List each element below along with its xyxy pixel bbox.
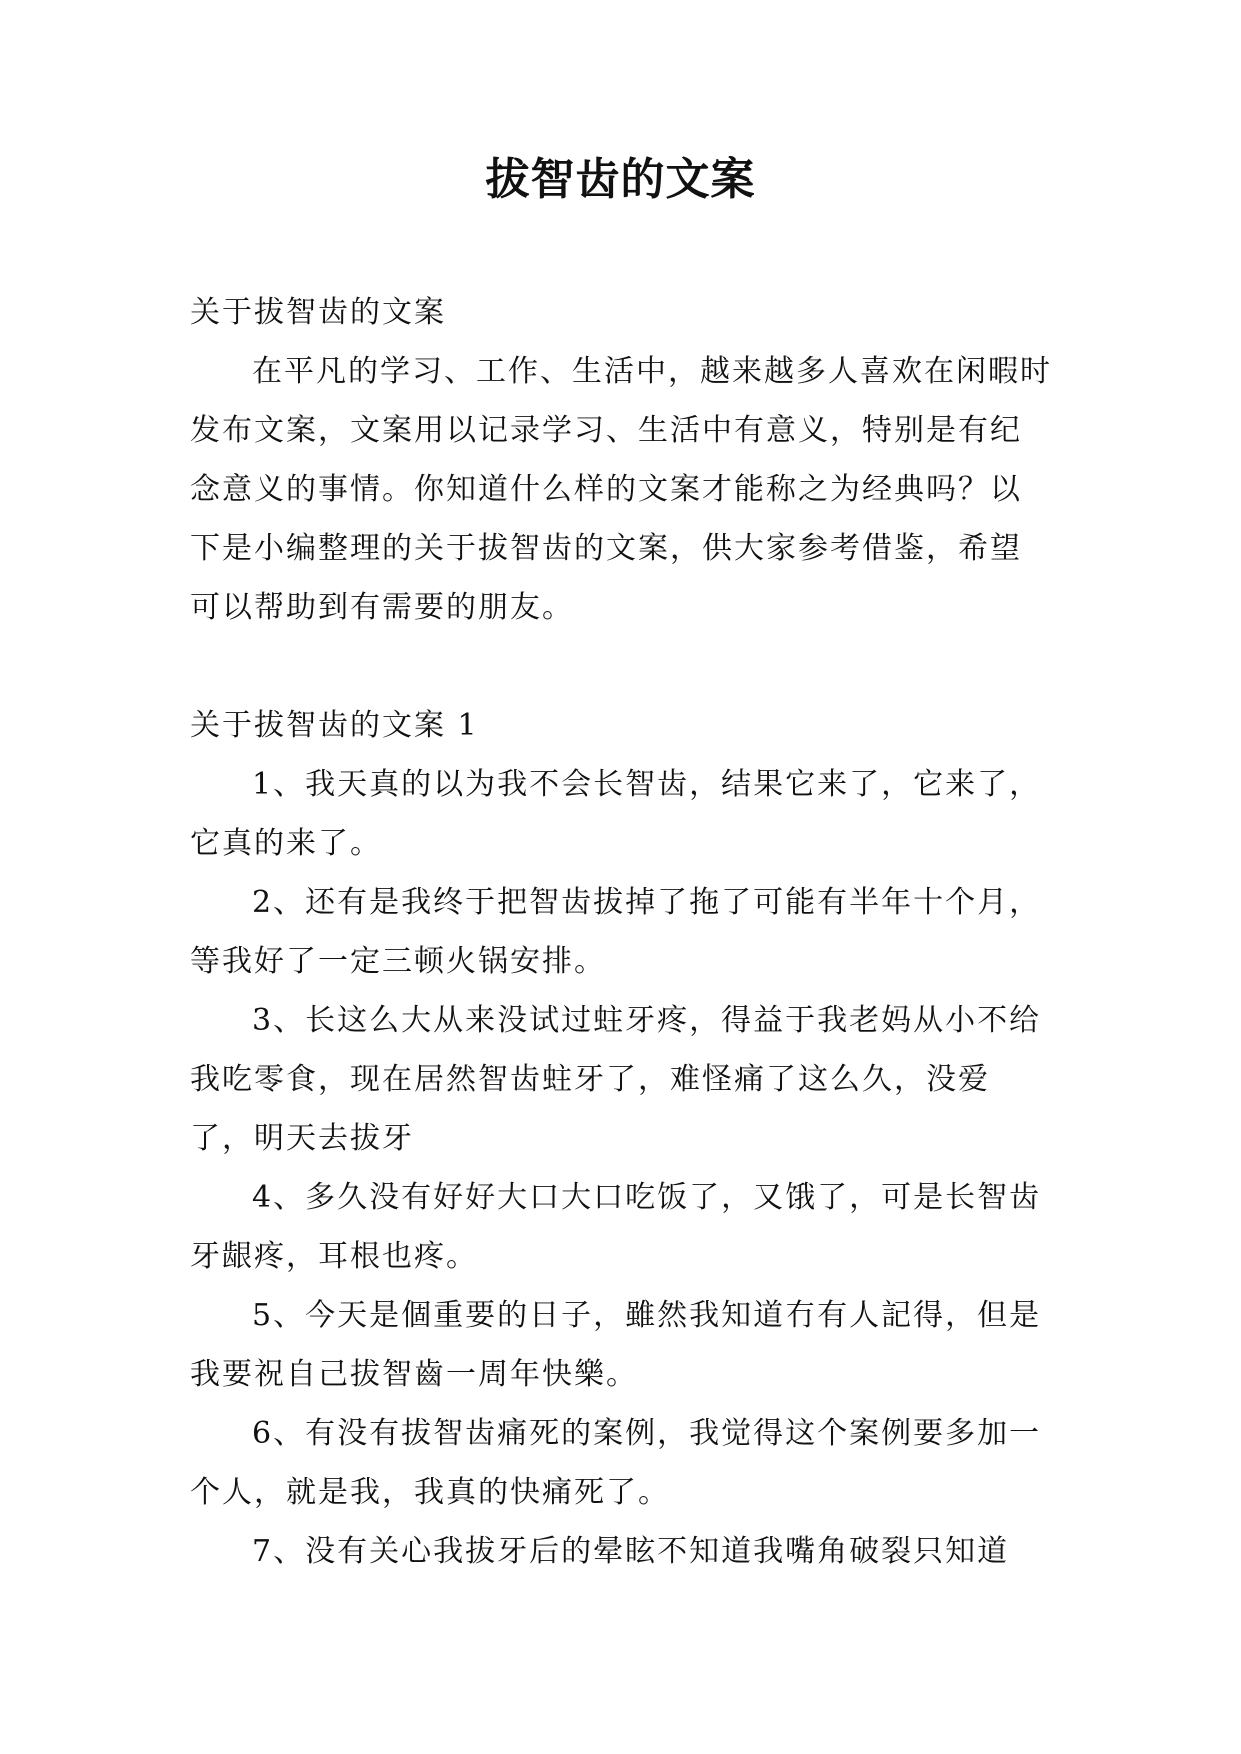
list-item: 6、有没有拔智齿痛死的案例，我觉得这个案例要多加一个人，就是我，我真的快痛死了。 <box>190 1416 1042 1510</box>
intro-heading: 关于拔智齿的文案 <box>190 295 446 330</box>
paragraph-spacer <box>190 637 1052 696</box>
document-title: 拔智齿的文案 <box>485 154 756 205</box>
list-item: 7、没有关心我拔牙后的晕眩不知道我嘴角破裂只知道 <box>252 1534 1010 1569</box>
list-item: 5、今天是個重要的日子，雖然我知道冇有人記得，但是我要祝自己拔智齒一周年快樂。 <box>190 1298 1042 1392</box>
list-item: 1、我天真的以为我不会长智齿，结果它来了，它来了，它真的来了。 <box>190 767 1042 861</box>
document-body <box>190 283 1052 1581</box>
intro-paragraph: 在平凡的学习、工作、生活中，越来越多人喜欢在闲暇时发布文案，文案用以记录学习、生活中有意义，特别是有纪念意义的事情。你知道什么样的文案才能称之为经典吗？以下是小编整理的关于拔智齿的文案，供大家参考借鉴，希望可以帮助到有需要的朋友。 <box>190 354 1052 625</box>
section-heading: 关于拔智齿的文案 1 <box>190 708 479 743</box>
list-item: 3、长这么大从来没试过蛀牙疼，得益于我老妈从小不给我吃零食，现在居然智齿蛀牙了，难怪痛了这么久，没爱了，明天去拔牙 <box>190 1003 1042 1156</box>
list-item: 4、多久没有好好大口大口吃饭了，又饿了，可是长智齿牙龈疼，耳根也疼。 <box>190 1180 1042 1274</box>
list-item: 2、还有是我终于把智齿拔掉了拖了可能有半年十个月，等我好了一定三顿火锅安排。 <box>190 885 1042 979</box>
